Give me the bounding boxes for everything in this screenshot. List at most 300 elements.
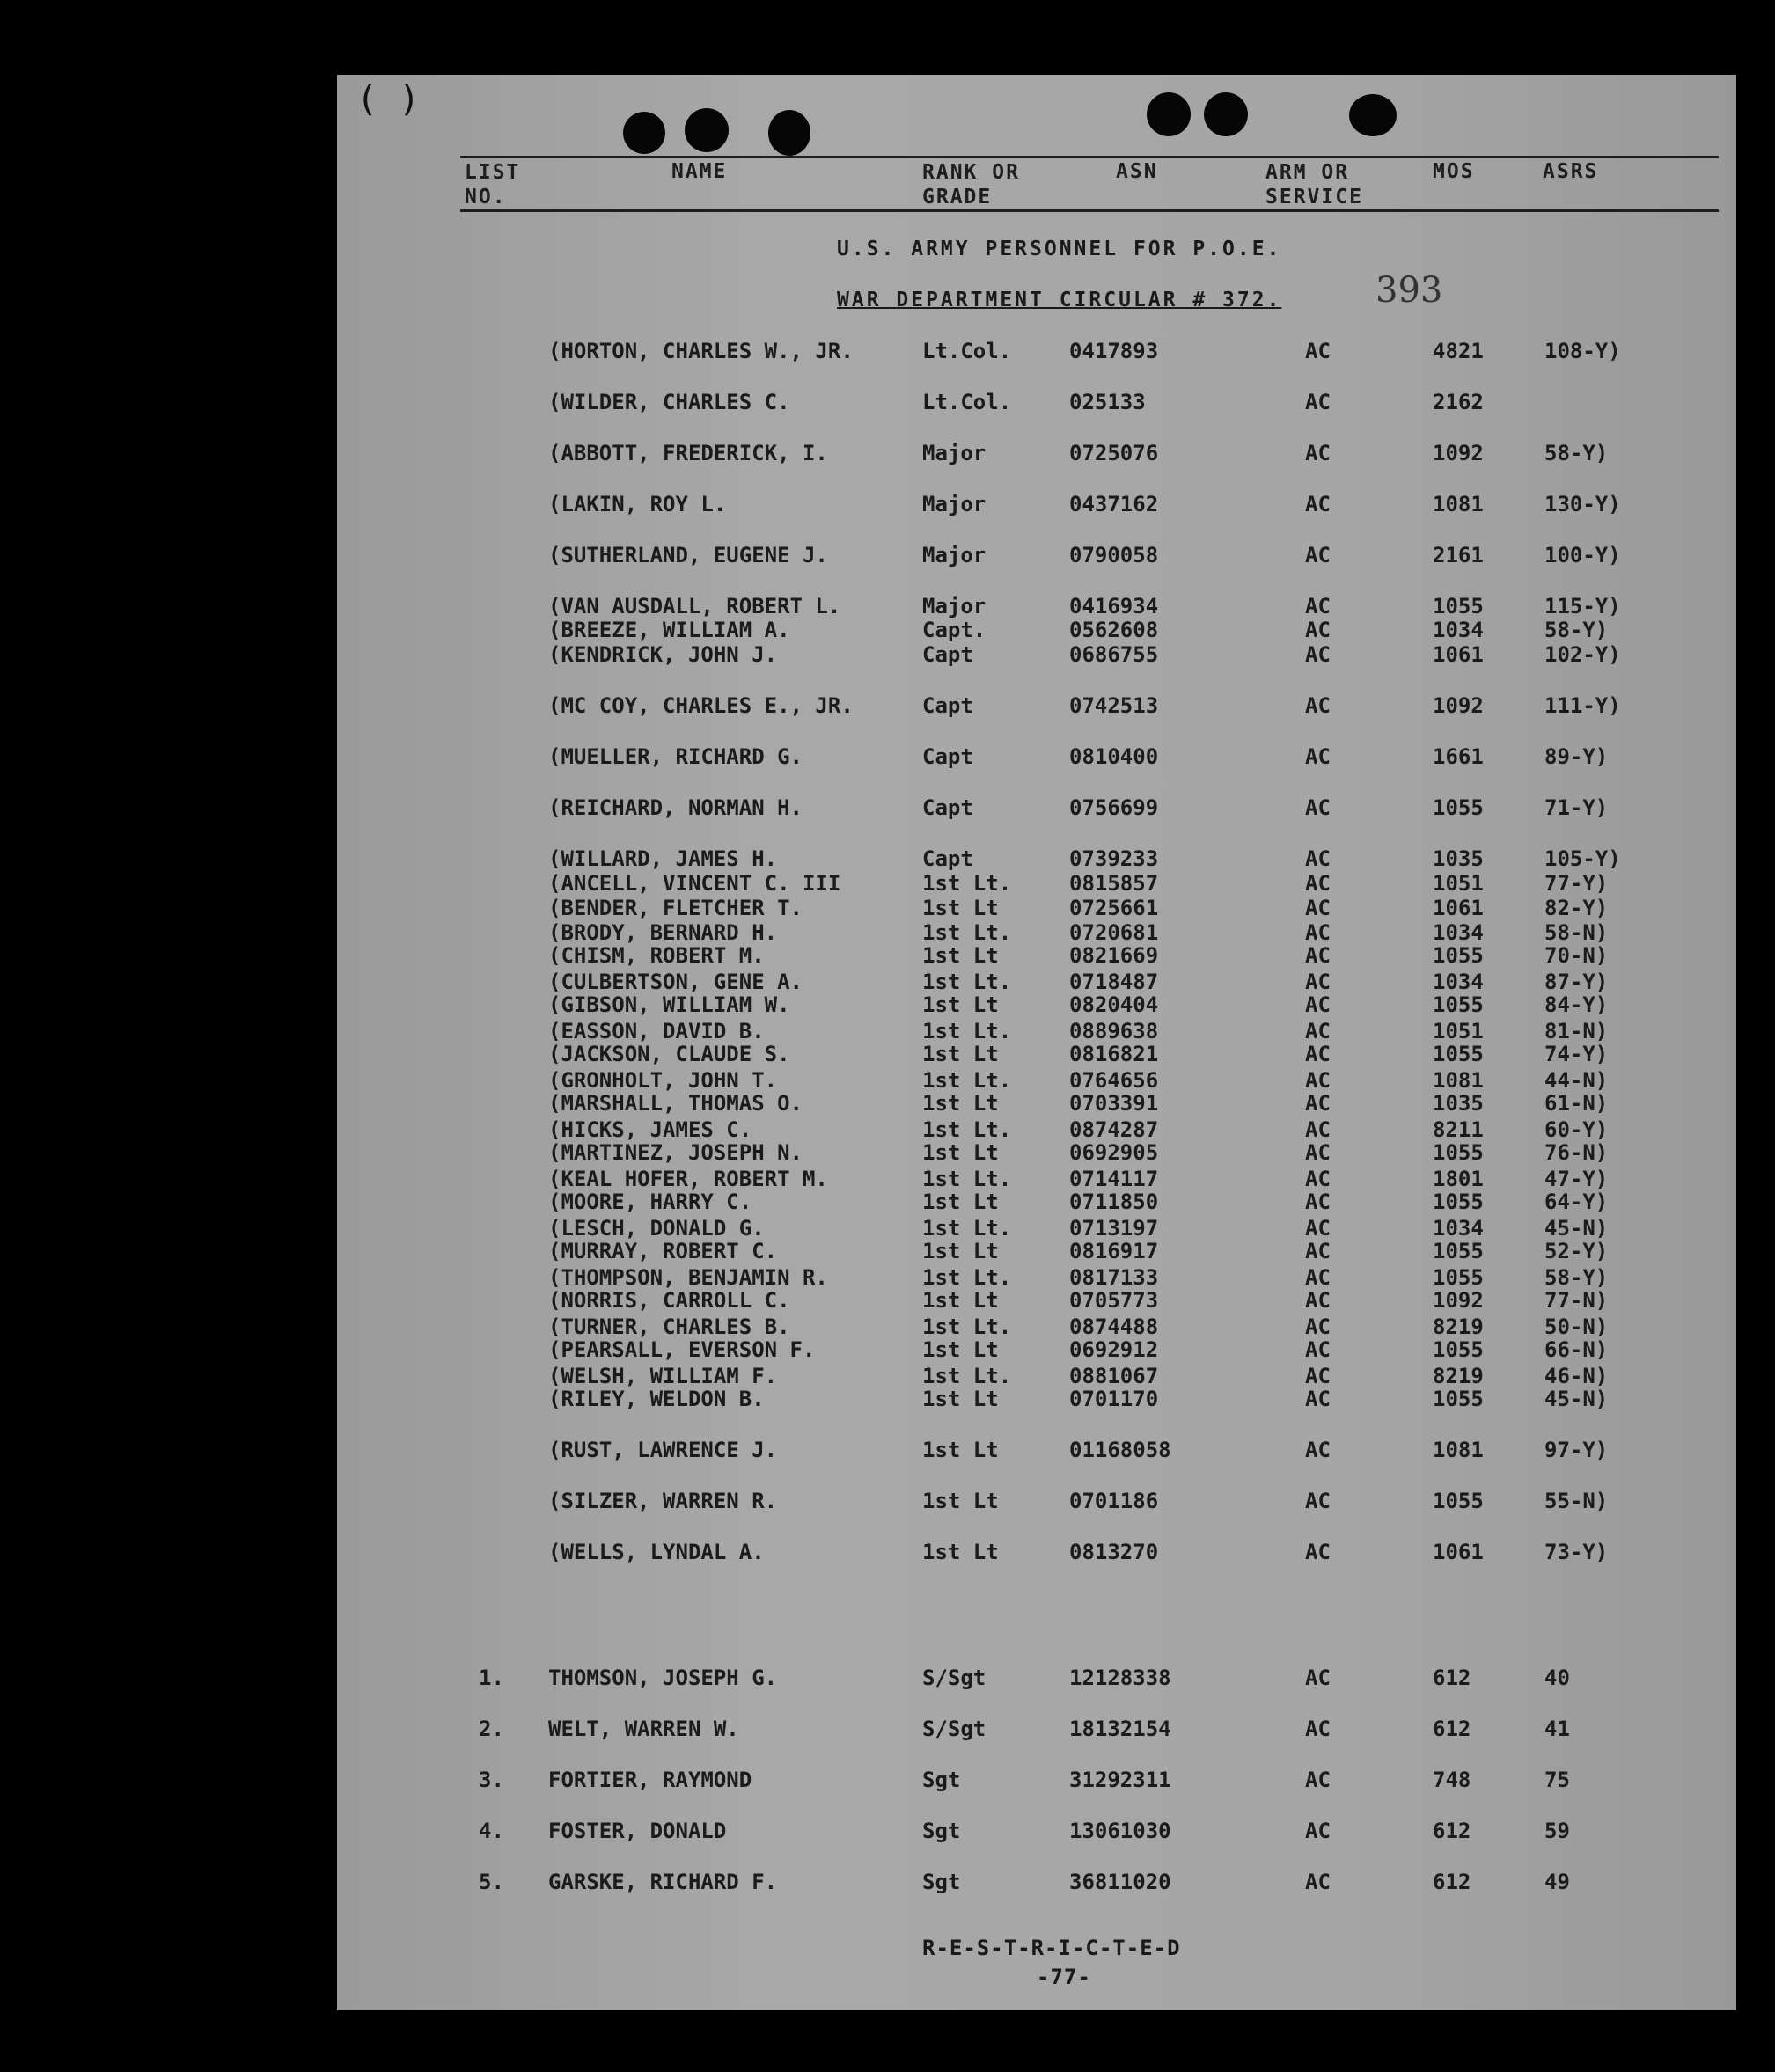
table-row [337, 920, 1736, 945]
cell-rank: 1st Lt [922, 1489, 999, 1513]
scan-mark: ( ) [356, 79, 421, 120]
cell-mos: 1055 [1433, 992, 1484, 1017]
punch-hole [685, 108, 729, 152]
cell-asn: 0711850 [1069, 1190, 1159, 1214]
cell-mos: 1661 [1433, 744, 1484, 769]
table-row [337, 744, 1736, 769]
cell-mos: 1081 [1433, 1438, 1484, 1462]
cell-mos: 1061 [1433, 896, 1484, 920]
cell-rank: 1st Lt [922, 896, 999, 920]
cell-asrs: 76-N) [1544, 1140, 1609, 1165]
table-row [337, 1387, 1736, 1411]
table-row [337, 1666, 1736, 1690]
cell-asrs: 100-Y) [1544, 543, 1621, 567]
table-row [337, 1239, 1736, 1263]
cell-asrs: 58-Y) [1544, 618, 1609, 642]
cell-name: (WELSH, WILLIAM F. [548, 1364, 778, 1388]
cell-mos: 612 [1433, 1717, 1471, 1741]
cell-rank: Capt [922, 693, 973, 718]
cell-asrs: 58-Y) [1544, 441, 1609, 465]
table-row [337, 795, 1736, 820]
cell-arm: AC [1305, 1489, 1331, 1513]
cell-mos: 612 [1433, 1819, 1471, 1843]
cell-name: (HORTON, CHARLES W., JR. [548, 339, 854, 363]
cell-arm: AC [1305, 1265, 1331, 1290]
cell-mos: 4821 [1433, 339, 1484, 363]
cell-arm: AC [1305, 594, 1331, 619]
cell-asn: 0701170 [1069, 1387, 1159, 1411]
cell-arm: AC [1305, 744, 1331, 769]
cell-arm: AC [1305, 1216, 1331, 1241]
cell-mos: 1035 [1433, 846, 1484, 871]
cell-rank: 1st Lt. [922, 920, 1012, 945]
cell-mos: 1801 [1433, 1167, 1484, 1191]
table-row [337, 642, 1736, 667]
cell-name: FORTIER, RAYMOND [548, 1768, 752, 1792]
cell-asrs: 75 [1544, 1768, 1570, 1792]
cell-asrs: 130-Y) [1544, 492, 1621, 516]
cell-rank: 1st Lt [922, 1540, 999, 1564]
cell-name: (CULBERTSON, GENE A. [548, 970, 803, 994]
cell-asrs: 55-N) [1544, 1489, 1609, 1513]
cell-asn: 0820404 [1069, 992, 1159, 1017]
cell-asn: 0810400 [1069, 744, 1159, 769]
header-list-no: LIST NO. [465, 161, 521, 209]
cell-rank: 1st Lt [922, 943, 999, 968]
cell-arm: AC [1305, 896, 1331, 920]
cell-arm: AC [1305, 1140, 1331, 1165]
cell-mos: 1051 [1433, 1019, 1484, 1043]
cell-rank: Sgt [922, 1768, 961, 1792]
cell-asrs: 45-N) [1544, 1216, 1609, 1241]
cell-asrs: 82-Y) [1544, 896, 1609, 920]
cell-asrs: 111-Y) [1544, 693, 1621, 718]
cell-asrs: 74-Y) [1544, 1042, 1609, 1066]
cell-name: (BENDER, FLETCHER T. [548, 896, 803, 920]
cell-asrs: 77-N) [1544, 1288, 1609, 1313]
table-row [337, 871, 1736, 896]
header-name: NAME [671, 160, 728, 183]
table-row [337, 1265, 1736, 1290]
cell-asrs: 45-N) [1544, 1387, 1609, 1411]
cell-rank: S/Sgt [922, 1666, 987, 1690]
cell-arm: AC [1305, 1288, 1331, 1313]
table-row [337, 1042, 1736, 1066]
table-row [337, 896, 1736, 920]
cell-arm: AC [1305, 1019, 1331, 1043]
cell-asrs: 87-Y) [1544, 970, 1609, 994]
cell-asn: 0686755 [1069, 642, 1159, 667]
cell-name: (PEARSALL, EVERSON F. [548, 1337, 816, 1362]
cell-asn: 0713197 [1069, 1216, 1159, 1241]
cell-rank: 1st Lt. [922, 1314, 1012, 1339]
cell-name: (KEAL HOFER, ROBERT M. [548, 1167, 828, 1191]
table-row [337, 1314, 1736, 1339]
cell-rank: Sgt [922, 1870, 961, 1894]
table-row [337, 1140, 1736, 1165]
cell-mos: 1055 [1433, 1190, 1484, 1214]
cell-rank: 1st Lt. [922, 1265, 1012, 1290]
cell-name: (WILLARD, JAMES H. [548, 846, 778, 871]
cell-mos: 1061 [1433, 1540, 1484, 1564]
cell-asrs: 58-N) [1544, 920, 1609, 945]
table-row [337, 1019, 1736, 1043]
cell-name: (JACKSON, CLAUDE S. [548, 1042, 790, 1066]
table-row [337, 1288, 1736, 1313]
circular-reference: WAR DEPARTMENT CIRCULAR # 372. [837, 289, 1282, 311]
cell-asrs: 61-N) [1544, 1091, 1609, 1116]
cell-rank: 1st Lt [922, 1239, 999, 1263]
punch-hole [1147, 92, 1191, 136]
header-mos: MOS [1433, 160, 1475, 183]
cell-name: (MC COY, CHARLES E., JR. [548, 693, 854, 718]
cell-mos: 748 [1433, 1768, 1471, 1792]
table-row [337, 1438, 1736, 1462]
cell-asn: 0725661 [1069, 896, 1159, 920]
cell-rank: 1st Lt. [922, 1117, 1012, 1142]
cell-arm: AC [1305, 1540, 1331, 1564]
table-row [337, 1068, 1736, 1093]
cell-rank: Capt. [922, 618, 987, 642]
cell-arm: AC [1305, 1717, 1331, 1741]
cell-arm: AC [1305, 943, 1331, 968]
cell-asrs: 66-N) [1544, 1337, 1609, 1362]
cell-asrs: 71-Y) [1544, 795, 1609, 820]
cell-rank: 1st Lt [922, 1288, 999, 1313]
punch-hole [1349, 94, 1397, 136]
cell-asrs: 40 [1544, 1666, 1570, 1690]
cell-rank: 1st Lt. [922, 1364, 1012, 1388]
cell-asn: 36811020 [1069, 1870, 1171, 1894]
cell-name: (THOMPSON, BENJAMIN R. [548, 1265, 828, 1290]
cell-mos: 8219 [1433, 1314, 1484, 1339]
cell-asrs: 84-Y) [1544, 992, 1609, 1017]
cell-name: (ANCELL, VINCENT C. III [548, 871, 841, 896]
cell-rank: Lt.Col. [922, 339, 1012, 363]
cell-name: (BREEZE, WILLIAM A. [548, 618, 790, 642]
cell-arm: AC [1305, 1387, 1331, 1411]
cell-arm: AC [1305, 1438, 1331, 1462]
document-page [337, 75, 1736, 2010]
cell-name: (CHISM, ROBERT M. [548, 943, 765, 968]
cell-arm: AC [1305, 992, 1331, 1017]
cell-name: (SILZER, WARREN R. [548, 1489, 778, 1513]
cell-asn: 0705773 [1069, 1288, 1159, 1313]
cell-name: FOSTER, DONALD [548, 1819, 727, 1843]
table-row [337, 339, 1736, 363]
cell-arm: AC [1305, 642, 1331, 667]
table-row [337, 1091, 1736, 1116]
cell-asrs: 81-N) [1544, 1019, 1609, 1043]
cell-name: (MOORE, HARRY C. [548, 1190, 752, 1214]
cell-asn: 0692905 [1069, 1140, 1159, 1165]
cell-mos: 8211 [1433, 1117, 1484, 1142]
cell-rank: Capt [922, 846, 973, 871]
cell-rank: Capt [922, 744, 973, 769]
cell-asn: 0714117 [1069, 1167, 1159, 1191]
page-number: -77- [1037, 1965, 1091, 1989]
cell-rank: Sgt [922, 1819, 961, 1843]
cell-arm: AC [1305, 1190, 1331, 1214]
cell-asn: 0764656 [1069, 1068, 1159, 1093]
document-subtitle [837, 289, 1281, 311]
cell-mos: 1055 [1433, 1489, 1484, 1513]
cell-asrs: 52-Y) [1544, 1239, 1609, 1263]
cell-no: 3. [479, 1768, 504, 1792]
table-row [337, 1216, 1736, 1241]
cell-mos: 1055 [1433, 1265, 1484, 1290]
cell-asn: 01168058 [1069, 1438, 1171, 1462]
cell-mos: 2161 [1433, 543, 1484, 567]
cell-asn: 0881067 [1069, 1364, 1159, 1388]
table-row [337, 1819, 1736, 1843]
cell-asn: 0692912 [1069, 1337, 1159, 1362]
table-row [337, 1117, 1736, 1142]
cell-asn: 0718487 [1069, 970, 1159, 994]
cell-name: (TURNER, CHARLES B. [548, 1314, 790, 1339]
header-bottom-rule [460, 209, 1719, 212]
table-row [337, 943, 1736, 968]
header-arm: ARM OR SERVICE [1265, 161, 1363, 209]
cell-rank: 1st Lt. [922, 1216, 1012, 1241]
cell-name: (LAKIN, ROY L. [548, 492, 727, 516]
cell-asrs: 49 [1544, 1870, 1570, 1894]
cell-asn: 31292311 [1069, 1768, 1171, 1792]
cell-rank: 1st Lt. [922, 970, 1012, 994]
cell-name: (MARTINEZ, JOSEPH N. [548, 1140, 803, 1165]
cell-mos: 1055 [1433, 1239, 1484, 1263]
cell-name: (GIBSON, WILLIAM W. [548, 992, 790, 1017]
cell-asn: 025133 [1069, 390, 1146, 414]
cell-name: (NORRIS, CARROLL C. [548, 1288, 790, 1313]
cell-rank: 1st Lt [922, 1140, 999, 1165]
cell-asrs: 44-N) [1544, 1068, 1609, 1093]
cell-rank: 1st Lt. [922, 1167, 1012, 1191]
cell-mos: 1055 [1433, 1337, 1484, 1362]
cell-arm: AC [1305, 1167, 1331, 1191]
cell-asn: 0739233 [1069, 846, 1159, 871]
cell-rank: Capt [922, 642, 973, 667]
cell-asn: 0813270 [1069, 1540, 1159, 1564]
cell-mos: 1061 [1433, 642, 1484, 667]
cell-rank: 1st Lt [922, 1091, 999, 1116]
cell-arm: AC [1305, 1819, 1331, 1843]
cell-name: (KENDRICK, JOHN J. [548, 642, 778, 667]
cell-rank: 1st Lt [922, 1042, 999, 1066]
table-row [337, 693, 1736, 718]
cell-arm: AC [1305, 693, 1331, 718]
cell-mos: 612 [1433, 1870, 1471, 1894]
cell-name: (SUTHERLAND, EUGENE J. [548, 543, 828, 567]
cell-mos: 1034 [1433, 920, 1484, 945]
cell-asrs: 73-Y) [1544, 1540, 1609, 1564]
cell-asn: 0817133 [1069, 1265, 1159, 1290]
cell-rank: 1st Lt [922, 1337, 999, 1362]
cell-arm: AC [1305, 1239, 1331, 1263]
cell-asrs: 102-Y) [1544, 642, 1621, 667]
cell-mos: 1034 [1433, 1216, 1484, 1241]
cell-asn: 0874488 [1069, 1314, 1159, 1339]
cell-mos: 1081 [1433, 1068, 1484, 1093]
cell-asn: 0816917 [1069, 1239, 1159, 1263]
cell-asrs: 64-Y) [1544, 1190, 1609, 1214]
table-row [337, 1717, 1736, 1741]
cell-arm: AC [1305, 1768, 1331, 1792]
cell-asn: 0437162 [1069, 492, 1159, 516]
cell-asn: 0821669 [1069, 943, 1159, 968]
cell-rank: 1st Lt. [922, 1068, 1012, 1093]
table-row [337, 1167, 1736, 1191]
cell-asn: 0889638 [1069, 1019, 1159, 1043]
cell-asn: 0416934 [1069, 594, 1159, 619]
cell-arm: AC [1305, 846, 1331, 871]
cell-asrs: 77-Y) [1544, 871, 1609, 896]
cell-arm: AC [1305, 390, 1331, 414]
cell-arm: AC [1305, 1042, 1331, 1066]
cell-asrs: 70-N) [1544, 943, 1609, 968]
cell-arm: AC [1305, 543, 1331, 567]
table-row [337, 618, 1736, 642]
cell-rank: 1st Lt. [922, 871, 1012, 896]
cell-name: (RUST, LAWRENCE J. [548, 1438, 778, 1462]
cell-asn: 12128338 [1069, 1666, 1171, 1690]
cell-name: GARSKE, RICHARD F. [548, 1870, 778, 1894]
cell-mos: 1051 [1433, 871, 1484, 896]
table-row [337, 1190, 1736, 1214]
cell-arm: AC [1305, 1364, 1331, 1388]
cell-no: 5. [479, 1870, 504, 1894]
cell-mos: 1034 [1433, 970, 1484, 994]
cell-asn: 0720681 [1069, 920, 1159, 945]
cell-asn: 0815857 [1069, 871, 1159, 896]
header-rank: RANK OR GRADE [922, 161, 1020, 209]
cell-asrs: 108-Y) [1544, 339, 1621, 363]
cell-mos: 1092 [1433, 693, 1484, 718]
cell-asrs: 59 [1544, 1819, 1570, 1843]
cell-asn: 0725076 [1069, 441, 1159, 465]
header-top-rule [460, 156, 1719, 158]
cell-no: 1. [479, 1666, 504, 1690]
table-row [337, 441, 1736, 465]
cell-asn: 0703391 [1069, 1091, 1159, 1116]
cell-asrs: 60-Y) [1544, 1117, 1609, 1142]
stamped-number: 393 [1375, 270, 1443, 311]
punch-hole [1204, 92, 1248, 136]
cell-name: WELT, WARREN W. [548, 1717, 739, 1741]
cell-arm: AC [1305, 492, 1331, 516]
punch-hole [768, 110, 810, 156]
table-row [337, 492, 1736, 516]
cell-name: THOMSON, JOSEPH G. [548, 1666, 778, 1690]
cell-rank: Lt.Col. [922, 390, 1012, 414]
cell-arm: AC [1305, 920, 1331, 945]
table-row [337, 846, 1736, 871]
header-asn: ASN [1116, 160, 1158, 183]
table-row [337, 1489, 1736, 1513]
cell-mos: 1055 [1433, 1042, 1484, 1066]
cell-arm: AC [1305, 1117, 1331, 1142]
table-row [337, 970, 1736, 994]
cell-name: (MUELLER, RICHARD G. [548, 744, 803, 769]
cell-asn: 0874287 [1069, 1117, 1159, 1142]
cell-asn: 0562608 [1069, 618, 1159, 642]
cell-asrs: 50-N) [1544, 1314, 1609, 1339]
cell-rank: Major [922, 492, 987, 516]
restricted-marking: R-E-S-T-R-I-C-T-E-D [922, 1936, 1181, 1960]
cell-asrs: 105-Y) [1544, 846, 1621, 871]
cell-arm: AC [1305, 441, 1331, 465]
cell-arm: AC [1305, 795, 1331, 820]
cell-mos: 2162 [1433, 390, 1484, 414]
cell-arm: AC [1305, 1314, 1331, 1339]
table-row [337, 1870, 1736, 1894]
cell-asn: 0816821 [1069, 1042, 1159, 1066]
cell-name: (MURRAY, ROBERT C. [548, 1239, 778, 1263]
punch-hole [623, 112, 665, 154]
cell-rank: Major [922, 594, 987, 619]
cell-arm: AC [1305, 1068, 1331, 1093]
cell-asn: 0756699 [1069, 795, 1159, 820]
cell-mos: 612 [1433, 1666, 1471, 1690]
cell-arm: AC [1305, 618, 1331, 642]
cell-arm: AC [1305, 339, 1331, 363]
cell-asrs: 41 [1544, 1717, 1570, 1741]
cell-arm: AC [1305, 1337, 1331, 1362]
cell-asrs: 97-Y) [1544, 1438, 1609, 1462]
cell-rank: Major [922, 441, 987, 465]
cell-arm: AC [1305, 1870, 1331, 1894]
cell-rank: 1st Lt. [922, 1019, 1012, 1043]
table-row [337, 1768, 1736, 1792]
cell-mos: 1055 [1433, 1387, 1484, 1411]
header-asrs: ASRS [1543, 160, 1599, 183]
table-row [337, 390, 1736, 414]
cell-name: (ABBOTT, FREDERICK, I. [548, 441, 828, 465]
cell-asn: 18132154 [1069, 1717, 1171, 1741]
cell-rank: Capt [922, 795, 973, 820]
table-row [337, 543, 1736, 567]
cell-name: (BRODY, BERNARD H. [548, 920, 778, 945]
cell-arm: AC [1305, 871, 1331, 896]
punch-holes [337, 75, 1736, 180]
table-row [337, 1540, 1736, 1564]
cell-mos: 1055 [1433, 594, 1484, 619]
cell-name: (VAN AUSDALL, ROBERT L. [548, 594, 841, 619]
cell-name: (WILDER, CHARLES C. [548, 390, 790, 414]
cell-asrs: 47-Y) [1544, 1167, 1609, 1191]
cell-arm: AC [1305, 1091, 1331, 1116]
cell-asn: 0701186 [1069, 1489, 1159, 1513]
cell-asrs: 89-Y) [1544, 744, 1609, 769]
cell-arm: AC [1305, 1666, 1331, 1690]
cell-name: (LESCH, DONALD G. [548, 1216, 765, 1241]
cell-mos: 1092 [1433, 1288, 1484, 1313]
document-title: U.S. ARMY PERSONNEL FOR P.O.E. [837, 238, 1282, 260]
cell-mos: 1035 [1433, 1091, 1484, 1116]
cell-name: (GRONHOLT, JOHN T. [548, 1068, 778, 1093]
cell-asn: 0742513 [1069, 693, 1159, 718]
cell-mos: 1092 [1433, 441, 1484, 465]
table-row [337, 1364, 1736, 1388]
cell-no: 4. [479, 1819, 504, 1843]
cell-name: (REICHARD, NORMAN H. [548, 795, 803, 820]
cell-arm: AC [1305, 970, 1331, 994]
cell-rank: 1st Lt [922, 1190, 999, 1214]
cell-asrs: 115-Y) [1544, 594, 1621, 619]
cell-name: (RILEY, WELDON B. [548, 1387, 765, 1411]
cell-rank: 1st Lt [922, 1438, 999, 1462]
cell-asrs: 46-N) [1544, 1364, 1609, 1388]
